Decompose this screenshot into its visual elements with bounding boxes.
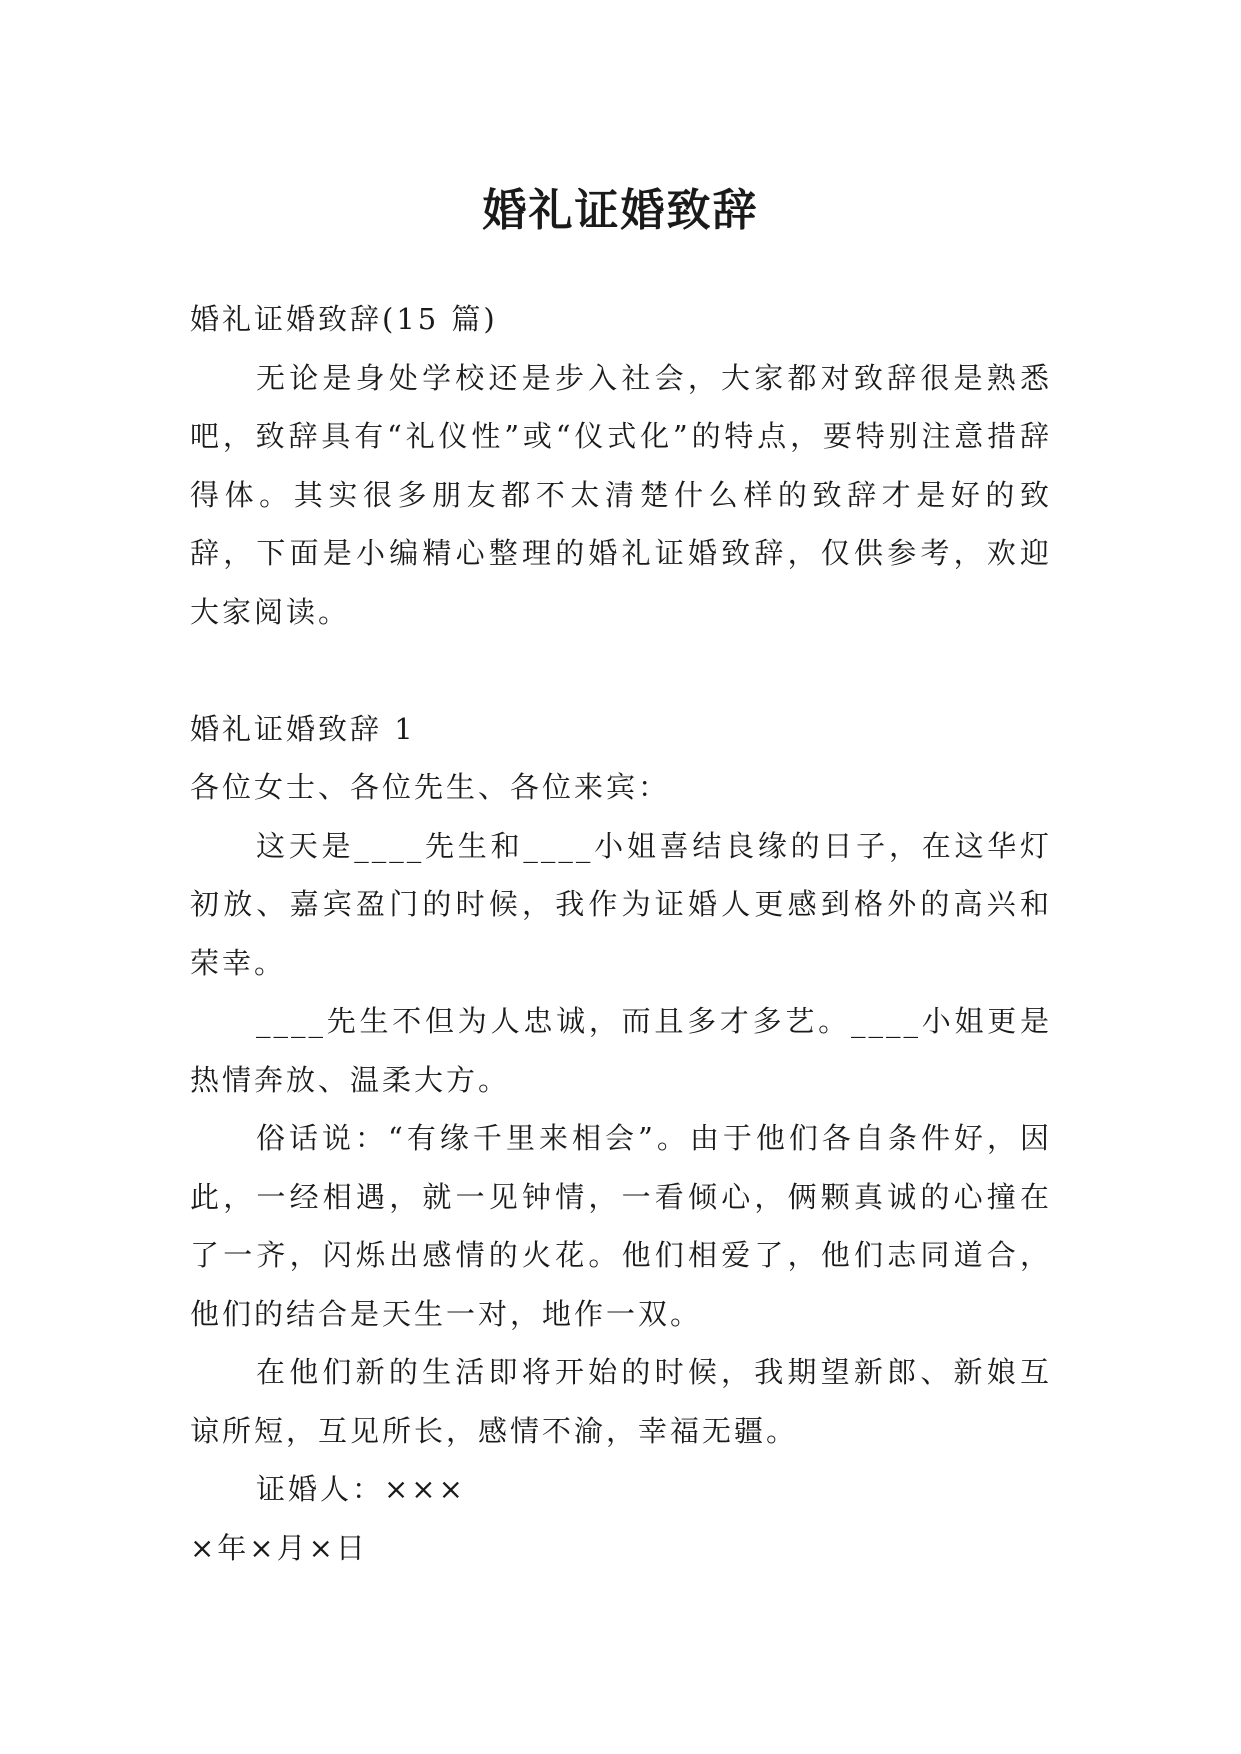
section-spacer (190, 641, 1052, 700)
salutation: 各位女士、各位先生、各位来宾： (190, 770, 671, 804)
body-paragraph: 这天是____先生和____小姐喜结良缘的日子，在这华灯初放、嘉宾盈门的时候，我作为证婚人更感到格外的高兴和荣幸。 (190, 828, 1052, 980)
body-paragraph: ____先生不但为人忠诚，而且多才多艺。____小姐更是热情奔放、温柔大方。 (190, 1004, 1052, 1097)
intro-paragraph: 无论是身处学校还是步入社会，大家都对致辞很是熟悉吧，致辞具有“礼仪性”或“仪式化”的特点，要特别注意措辞得体。其实很多朋友都不太清楚什么样的致辞才是好的致辞，下面是小编精心整理的婚礼证婚致辞，仅供参考，欢迎大家阅读。 (190, 360, 1052, 629)
body-paragraph: 俗话说：“有缘千里来相会”。由于他们各自条件好，因此，一经相遇，就一见钟情，一看倾心，俩颗真诚的心撞在了一齐，闪烁出感情的火花。他们相爱了，他们志同道合，他们的结合是天生一对，地作一双。 (190, 1121, 1052, 1331)
signature-line: 证婚人：××× (256, 1472, 466, 1506)
date-line: ×年×月×日 (190, 1530, 368, 1565)
document-subtitle: 婚礼证婚致辞(15 篇) (190, 302, 498, 336)
document-body (190, 290, 1052, 1577)
document-title: 婚礼证婚致辞 (482, 185, 759, 237)
section-heading: 婚礼证婚致辞 1 (190, 711, 416, 746)
body-paragraph: 在他们新的生活即将开始的时候，我期望新郎、新娘互谅所短，互见所长，感情不渝，幸福无疆。 (190, 1355, 1052, 1448)
